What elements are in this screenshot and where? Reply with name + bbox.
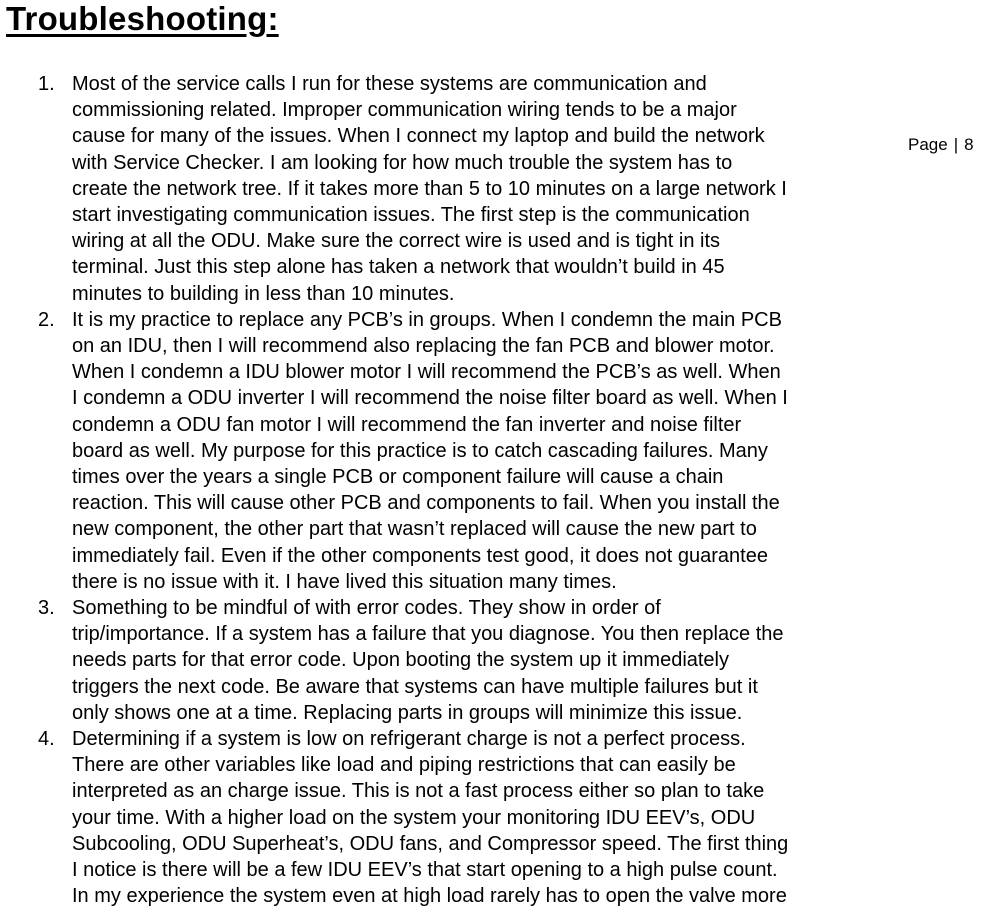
text-line: minutes to building in less than 10 minutes. bbox=[72, 282, 455, 305]
list-item-number: 2. bbox=[38, 308, 55, 331]
text-line: needs parts for that error code. Upon booting the system up it immediately bbox=[72, 649, 730, 672]
page-heading: Troubleshooting: bbox=[6, 0, 279, 37]
text-line: Most of the service calls I run for these systems are communication and bbox=[72, 73, 707, 95]
page-number-label bbox=[908, 134, 974, 156]
text-line: interpreted as an charge issue. This is not a fast process either so plan to take bbox=[72, 780, 765, 803]
text-line: condemn a ODU fan motor I will recommend the fan inverter and noise filter bbox=[72, 413, 742, 436]
text-line: on an IDU, then I will recommend also replacing the fan PCB and blower motor. bbox=[72, 335, 775, 358]
text-line: with Service Checker. I am looking for how much trouble the system has to bbox=[72, 151, 733, 174]
text-line: start investigating communication issues. The first step is the communication bbox=[72, 204, 750, 227]
page-separator: | bbox=[953, 135, 959, 154]
text-line: wiring at all the ODU. Make sure the correct wire is used and is tight in its bbox=[72, 230, 721, 253]
text-line: I notice is there will be a few IDU EEV’s that start opening to a high pulse count. bbox=[72, 859, 778, 882]
text-line: times over the years a single PCB or component failure will cause a chain bbox=[72, 466, 724, 489]
list-item-number: 3. bbox=[38, 597, 55, 620]
text-line: there is no issue with it. I have lived this situation many times. bbox=[72, 570, 617, 593]
page-number: 8 bbox=[964, 135, 974, 154]
list-item bbox=[0, 307, 900, 595]
text-line: In my experience the system even at high load rarely has to open the valve more bbox=[72, 885, 787, 908]
text-line: Something to be mindful of with error codes. They show in order of bbox=[72, 597, 661, 620]
text-line: Determining if a system is low on refrigerant charge is not a perfect process. bbox=[72, 728, 746, 751]
text-line: your time. With a higher load on the system your monitoring IDU EEV’s, ODU bbox=[72, 806, 756, 829]
text-line: trip/importance. If a system has a failure that you diagnose. You then replace the bbox=[72, 623, 784, 646]
list-item bbox=[0, 595, 900, 726]
text-line: board as well. My purpose for this practice is to catch cascading failures. Many bbox=[72, 439, 768, 462]
text-line: cause for many of the issues. When I connect my laptop and build the network bbox=[72, 125, 765, 148]
text-line: It is my practice to replace any PCB’s in groups. When I condemn the main PCB bbox=[72, 308, 782, 331]
list-item bbox=[0, 726, 900, 909]
text-line: There are other variables like load and piping restrictions that can easily be bbox=[72, 754, 736, 777]
text-line: commissioning related. Improper communication wiring tends to be a major bbox=[72, 99, 737, 122]
text-line: reaction. This will cause other PCB and components to fail. When you install the bbox=[72, 492, 780, 515]
text-line: immediately fail. Even if the other components test good, it does not guarantee bbox=[72, 544, 768, 567]
text-line: new component, the other part that wasn’t replaced will cause the new part to bbox=[72, 518, 757, 541]
list-item-number: 1. bbox=[38, 73, 55, 95]
text-line: triggers the next code. Be aware that systems can have multiple failures but it bbox=[72, 675, 758, 698]
text-line: Subcooling, ODU Superheat’s, ODU fans, and Compressor speed. The first thing bbox=[72, 832, 789, 855]
page-word: Page bbox=[908, 135, 948, 154]
text-line: create the network tree. If it takes more than 5 to 10 minutes on a large network I bbox=[72, 177, 787, 200]
text-line: When I condemn a IDU blower motor I will recommend the PCB’s as well. When bbox=[72, 361, 781, 384]
text-line: only shows one at a time. Replacing parts in groups will minimize this issue. bbox=[72, 701, 743, 724]
list-item bbox=[0, 71, 900, 307]
text-line: terminal. Just this step alone has taken a network that wouldn’t build in 45 bbox=[72, 256, 725, 279]
list-item-number: 4. bbox=[38, 728, 55, 751]
troubleshooting-list bbox=[0, 71, 900, 910]
text-line: I condemn a ODU inverter I will recommend the noise filter board as well. When I bbox=[72, 387, 788, 410]
